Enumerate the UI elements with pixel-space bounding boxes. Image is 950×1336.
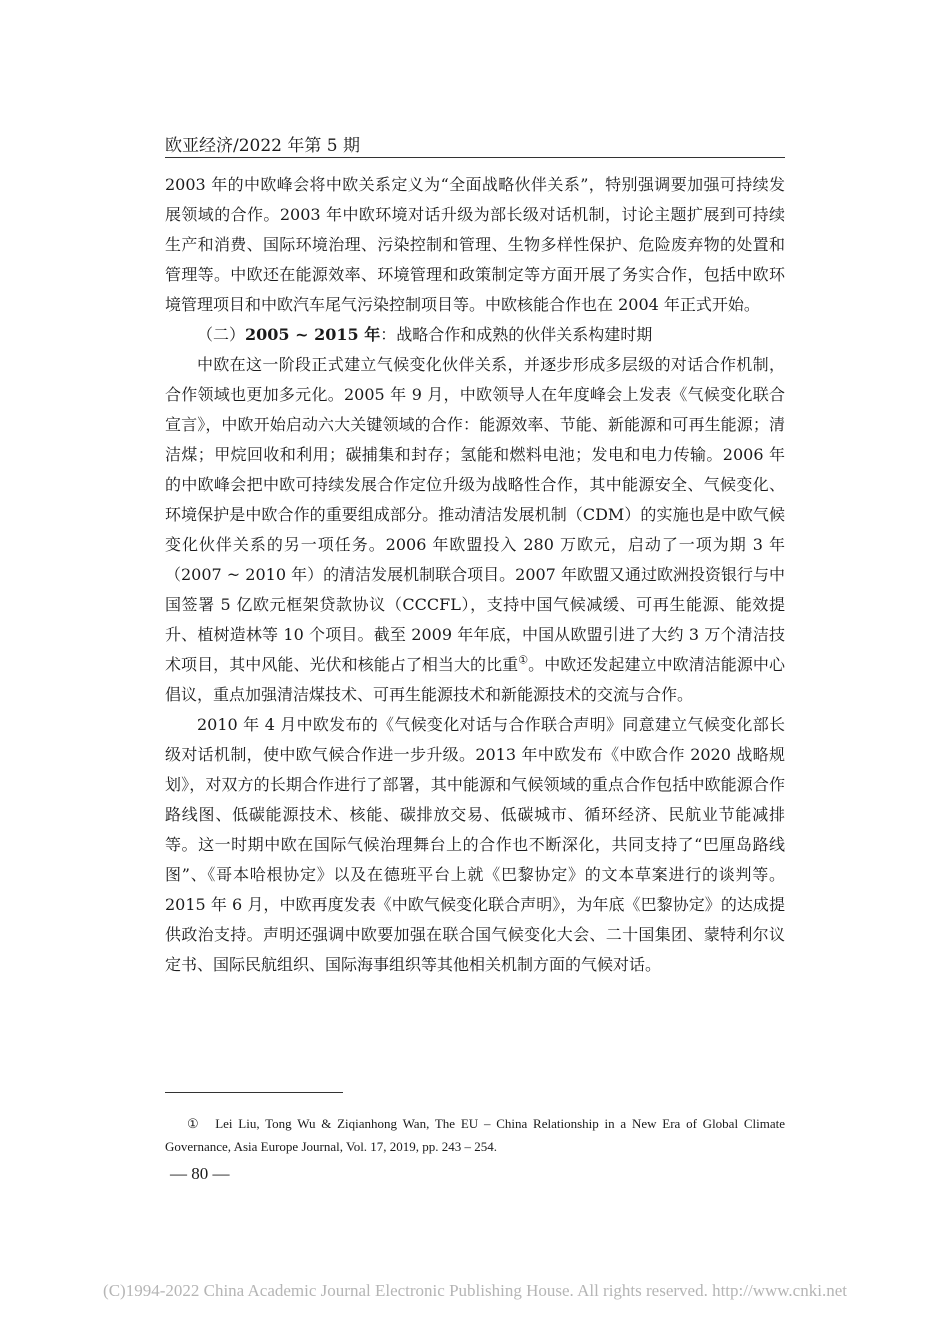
running-header: 欧亚经济/2022 年第 5 期 [165, 136, 361, 156]
body-text [165, 170, 785, 980]
footnote [165, 1112, 785, 1158]
header-rule [165, 157, 785, 158]
paragraph-3: 2010 年 4 月中欧发布的《气候变化对话与合作联合声明》同意建立气候变化部长级对话机制，使中欧气候合作进一步升级。2013 年中欧发布《中欧合作 2020 战略规划》，对双方的长期合作进行了部署，其中能源和气候领域的重点合作包括中欧能源合作路线图、低碳能源技术、核能、碳排放交易、低碳城市、循环经济、民航业节能减排等。这一时期中欧在国际气候治理舞台上的合作也不断深化，共同支持了“巴厘岛路线图”、《哥本哈根协定》以及在德班平台上就《巴黎协定》的文本草案进行的谈判等。2015 年 6 月，中欧再度发表《中欧气候变化联合声明》，为年底《巴黎协定》的达成提供政治支持。声明还强调中欧要加强在联合国气候变化大会、二十国集团、蒙特利尔议定书、国际民航组织、国际海事组织等其他相关机制方面的气候对话。 [165, 715, 785, 974]
paragraph-2-end: 。中欧还发起建立中欧清洁能源中心倡议，重点加强清洁煤技术、可再生能源技术和新能源技术的交流与合作。 [165, 655, 785, 704]
paragraph-2-text: 中欧在这一阶段正式建立气候变化伙伴关系，并逐步形成多层级的对话合作机制，合作领域也更加多元化。2005 年 9 月，中欧领导人在年度峰会上发表《气候变化联合宣言》，中欧开始启动六大关键领域的合作：能源效率、节能、新能源和可再生能源；清洁煤；甲烷回收和利用；碳捕集和封存；氢能和燃料电池；发电和电力传输。2006 年的中欧峰会把中欧可持续发展合作定位升级为战略性合作，其中能源安全、气候变化、环境保护是中欧合作的重要组成部分。推动清洁发展机制（CDM）的实施也是中欧气候变化伙伴关系的另一项任务。2006 年欧盟投入 280 万欧元，启动了一项为期 3 年（2007 ~ 2010 年）的清洁发展机制联合项目。2007 年欧盟又通过欧洲投资银行与中国签署 5 亿欧元框架贷款协议（CCCFL），支持中国气候减缓、可再生能源、能效提升、植树造林等 10 个项目。截至 2009 年年底，中国从欧盟引进了大约 3 万个清洁技术项目，其中风能、光伏和核能占了相当大的比重 [165, 355, 785, 674]
section-heading [165, 320, 785, 350]
footnote-marker: ① [187, 1116, 202, 1131]
footnote-rule [165, 1092, 343, 1093]
paragraph-1: 2003 年的中欧峰会将中欧关系定义为“全面战略伙伴关系”，特别强调要加强可持续发展领域的合作。2003 年中欧环境对话升级为部长级对话机制，讨论主题扩展到可持续生产和消费、国际环境治理、污染控制和管理、生物多样性保护、危险废弃物的处置和管理等。中欧还在能源效率、环境管理和政策制定等方面开展了务实合作，包括中欧环境管理项目和中欧汽车尾气污染控制项目等。中欧核能合作也在 2004 年正式开始。 [165, 175, 785, 314]
section-title: ：战略合作和成熟的伙伴关系构建时期 [380, 325, 653, 344]
footnote-ref[interactable]: ① [518, 653, 529, 667]
section-prefix: （二） [197, 325, 246, 344]
paragraph-2 [165, 350, 785, 710]
section-years: 2005 ~ 2015 年 [245, 325, 381, 344]
footnote-text: Lei Liu, Tong Wu & Ziqianhong Wan, The EU – China Relationship in a New Era of Global Climate Governance, Asia Europe Journal, Vol. 17, 2019, pp. 243 – 254. [165, 1116, 785, 1154]
page-number: — 80 — [170, 1164, 230, 1183]
copyright-notice: (C)1994-2022 China Academic Journal Electronic Publishing House. All rights reserved. http://www.cnki.net [103, 1281, 847, 1300]
